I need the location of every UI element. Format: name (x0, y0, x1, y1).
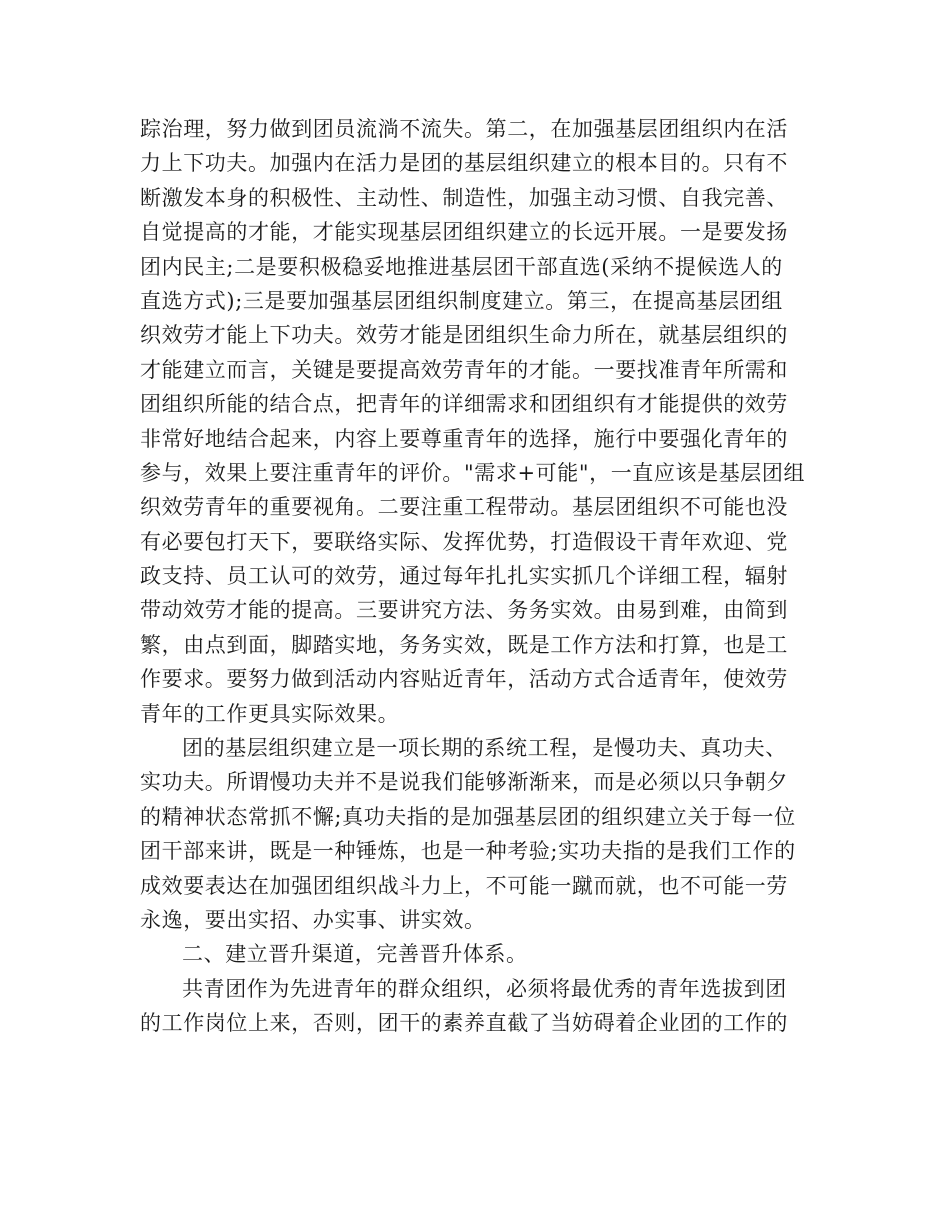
text-line: 断激发本身的积极性、主动性、制造性，加强主动习惯、自我完善、 (140, 185, 788, 210)
text-line: 带动效劳才能的提高。三要讲究方法、务务实效。由易到难，由简到 (140, 598, 788, 623)
text-line: 有必要包打天下，要联络实际、发挥优势，打造假设干青年欢迎、党 (140, 529, 788, 554)
text-line: 繁，由点到面，脚踏实地，务务实效，既是工作方法和打算，也是工 (140, 632, 788, 657)
text-line: 踪治理，努力做到团员流淌不流失。第二，在加强基层团组织内在活 (140, 117, 788, 141)
text-line: 非常好地结合起来，内容上要尊重青年的选择，施行中要强化青年的 (140, 426, 788, 451)
text-line: 作要求。要努力做到活动内容贴近青年，活动方式合适青年，使效劳 (140, 667, 788, 692)
text-line: 自觉提高的才能，才能实现基层团组织建立的长远开展。一是要发扬 (140, 220, 788, 245)
text-line: 织效劳青年的重要视角。二要注重工程带动。基层团组织不可能也没 (140, 495, 788, 520)
text-line: 政支持、员工认可的效劳，通过每年扎扎实实抓几个详细工程，辐射 (140, 564, 788, 589)
text-line: 实功夫。所谓慢功夫并不是说我们能够渐渐来，而是必须以只争朝夕 (140, 770, 788, 795)
text-line: 才能建立而言，关键是要提高效劳青年的才能。一要找准青年所需和 (140, 357, 788, 382)
text-line: 团内民主;二是要积极稳妥地推进基层团干部直选(采纳不提候选人的 (140, 254, 783, 279)
text-line: 的工作岗位上来，否则，团干的素养直截了当妨碍着企业团的工作的 (140, 1011, 788, 1036)
text-line: 团的基层组织建立是一项长期的系统工程，是慢功夫、真功夫、 (182, 736, 787, 761)
text-line: 成效要表达在加强团组织战斗力上，不可能一蹴而就，也不可能一劳 (140, 873, 788, 898)
text-line: 团干部来讲，既是一种锤炼，也是一种考验;实功夫指的是我们工作的 (140, 839, 796, 864)
text-line: 团组织所能的结合点，把青年的详细需求和团组织有才能提供的效劳 (140, 392, 788, 417)
text-line: 永逸，要出实招、办实事、讲实效。 (140, 907, 486, 932)
text-line: 青年的工作更具实际效果。 (140, 701, 400, 726)
text-line: 二、建立晋升渠道，完善晋升体系。 (182, 942, 528, 967)
text-line: 共青团作为先进青年的群众组织，必须将最优秀的青年选拔到团 (182, 976, 787, 1001)
text-line: 织效劳才能上下功夫。效劳才能是团组织生命力所在，就基层组织的 (140, 323, 788, 348)
text-line: 参与，效果上要注重青年的评价。"需求+可能"，一直应该是基层团组 (140, 460, 806, 485)
document-body (140, 112, 820, 1041)
text-line: 力上下功夫。加强内在活力是团的基层组织建立的根本目的。只有不 (140, 151, 788, 176)
text-line: 的精神状态常抓不懈;真功夫指的是加强基层团的组织建立关于每一位 (140, 804, 796, 829)
text-line: 直选方式);三是要加强基层团组织制度建立。第三，在提高基层团组 (140, 288, 783, 313)
